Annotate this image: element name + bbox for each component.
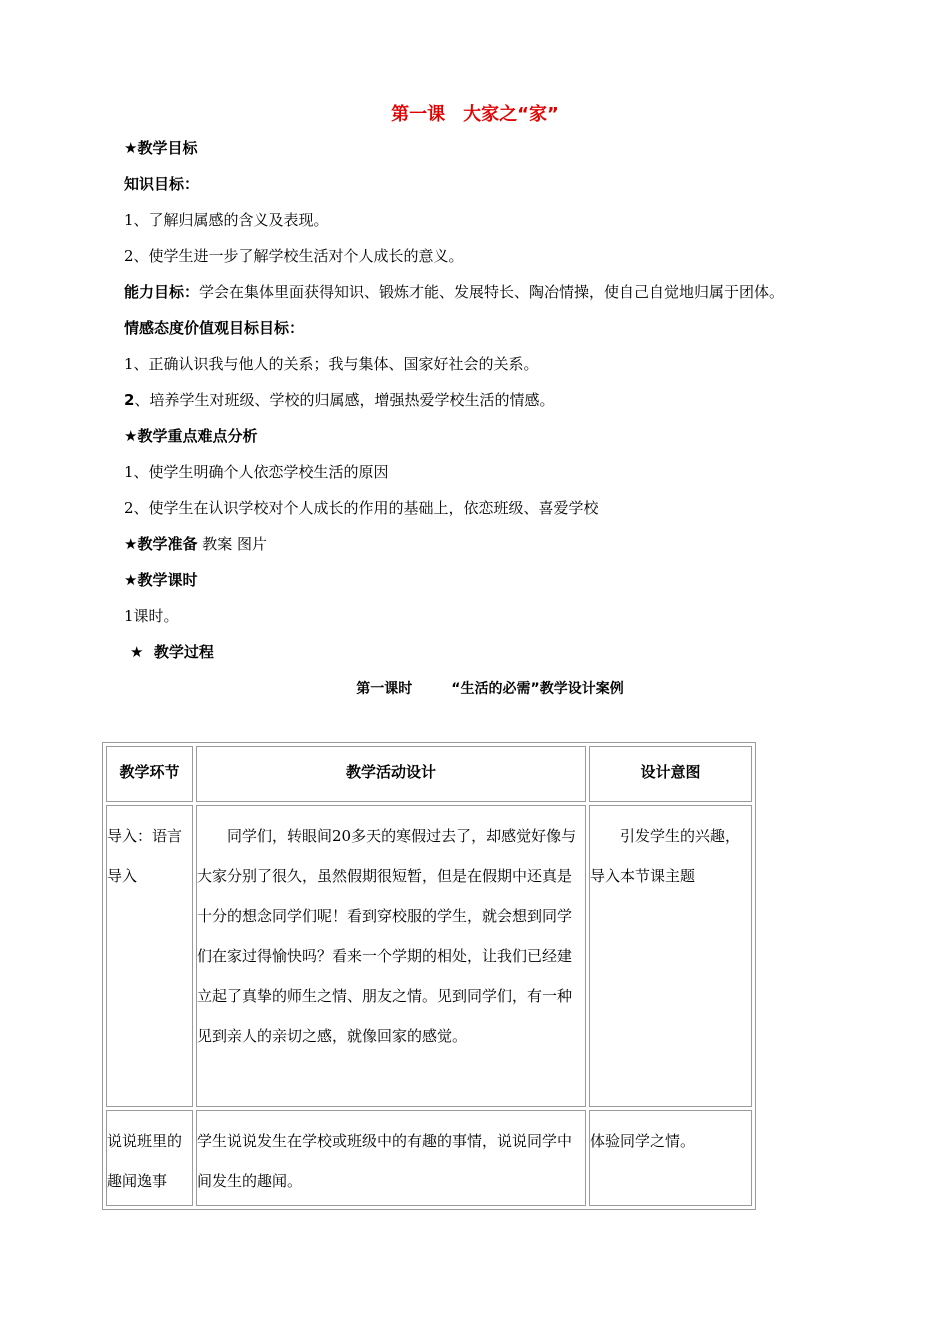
table-header-stage: 教学环节: [106, 746, 193, 802]
knowledge-goal-2: 2、使学生进一步了解学校生活对个人成长的意义。: [124, 247, 464, 265]
table-row-1-activity: 同学们，转眼间20多天的寒假过去了，却感觉好像与大家分别了很久，虽然假期很短暂，但是在假期中还真是十分的想念同学们呢！看到穿校服的学生，就会想到同学们在家过得愉快吗？看来一个学期的相处，让我们已经建立起了真挚的师生之情、朋友之情。见到同学们，有一种见到亲人的亲切之感，就像回家的感觉。: [196, 805, 586, 1107]
table-row-1-intent: 引发学生的兴趣，导入本节课主题: [589, 805, 752, 1107]
table-header-intent: 设计意图: [589, 746, 752, 802]
ability-goal-label: 能力目标：: [124, 283, 200, 301]
table-row-2-intent: 体验同学之情。: [589, 1110, 752, 1206]
emotion-goal-1: 1、正确认识我与他人的关系；我与集体、国家好社会的关系。: [124, 355, 539, 373]
lesson-subtitle: 第一课时 “生活的必需”教学设计案例: [356, 681, 624, 697]
knowledge-goal-1: 1、了解归属感的含义及表现。: [124, 211, 329, 229]
table-header-activity: 教学活动设计: [196, 746, 586, 802]
ability-goal: [124, 282, 784, 302]
table-row-1-stage: 导入：语言导入: [106, 805, 193, 1107]
preparation-label: ★教学准备: [124, 535, 198, 553]
emotion-goals-label: 情感态度价值观目标目标：: [124, 319, 305, 337]
goals-heading: ★教学目标: [124, 139, 198, 157]
preparation-text: 教案 图片: [197, 535, 267, 553]
emotion-goal-2-number: 2: [124, 391, 135, 409]
hours-text: 1课时。: [124, 607, 179, 625]
preparation: [124, 534, 267, 554]
table-row-2-activity: 学生说说发生在学校或班级中的有趣的事情，说说同学中间发生的趣闻。: [196, 1110, 586, 1206]
keypoint-1: 1、使学生明确个人依恋学校生活的原因: [124, 463, 389, 481]
ability-goal-text: 学会在集体里面获得知识、锻炼才能、发展特长、陶冶情操，使自己自觉地归属于团体。: [199, 283, 785, 301]
process-heading: ★ 教学过程: [130, 643, 214, 661]
page-title: 第一课 大家之“家”: [391, 104, 559, 125]
emotion-goal-2-text: 、培养学生对班级、学校的归属感，增强热爱学校生活的情感。: [134, 391, 555, 409]
keypoints-heading: ★教学重点难点分析: [124, 427, 258, 445]
hours-heading: ★教学课时: [124, 571, 198, 589]
emotion-goal-2: [124, 390, 554, 410]
table-row-2-stage: 说说班里的趣闻逸事: [106, 1110, 193, 1206]
lesson-table: [102, 742, 756, 1210]
knowledge-goals-label: 知识目标：: [124, 175, 200, 193]
keypoint-2: 2、使学生在认识学校对个人成长的作用的基础上，依恋班级、喜爱学校: [124, 499, 599, 517]
